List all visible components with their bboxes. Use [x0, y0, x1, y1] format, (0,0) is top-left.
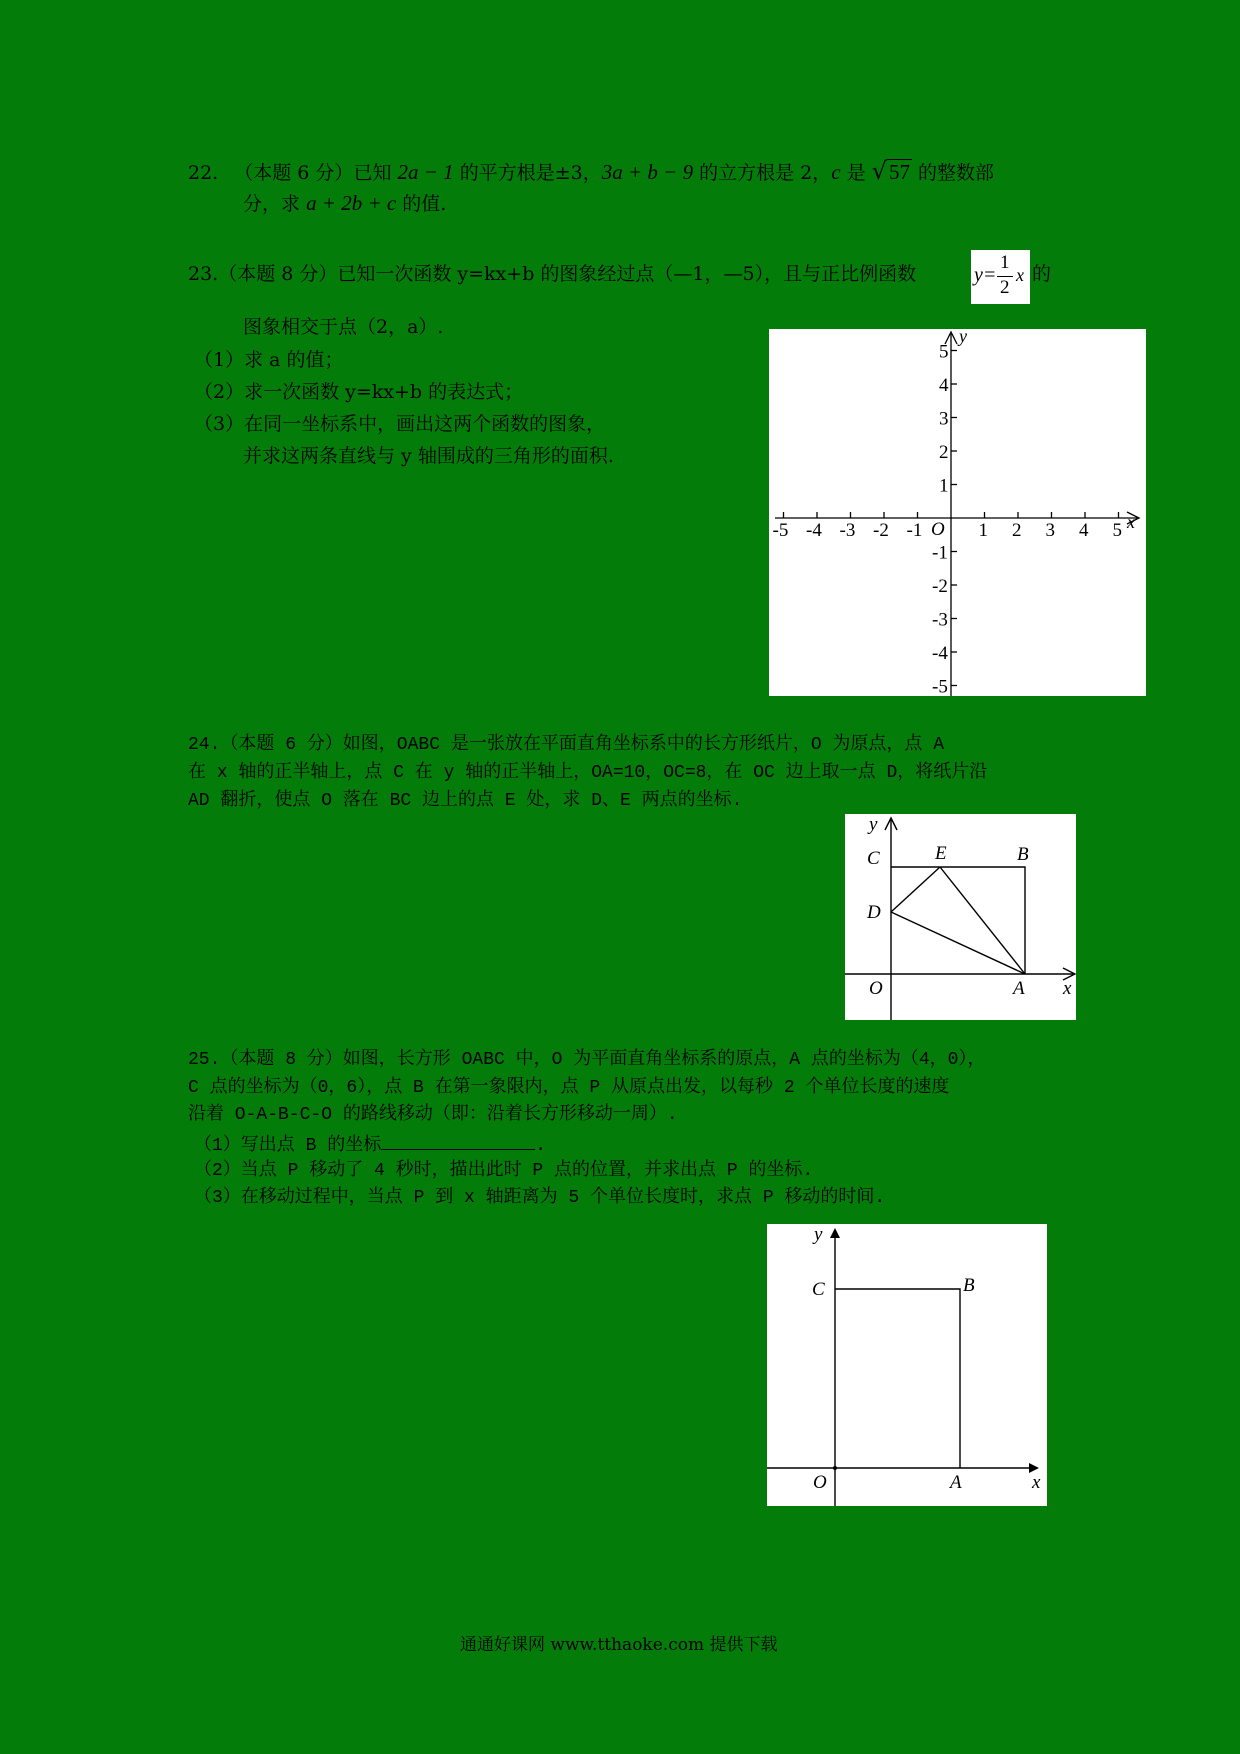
origin-label: O: [931, 519, 945, 540]
q23-stem-line2: 图象相交于点（2，a）.: [243, 316, 444, 338]
fig25-label-O: O: [813, 1472, 827, 1493]
q22-text: 分，求: [243, 193, 301, 215]
q22-expr-3: c: [831, 160, 841, 184]
q25-stem-line1: 25.（本题 8 分）如图，长方形 OABC 中，O 为平面直角坐标系的原点，A 点的坐标为（4，0），: [188, 1050, 986, 1070]
y-tick-label: -5: [932, 676, 948, 696]
q24-stem-line2: 在 x 轴的正半轴上，点 C 在 y 轴的正半轴上，OA=10，OC=8，在 OC 边上取一点 D，将纸片沿: [188, 763, 988, 783]
q22-text: 的平方根是±3，: [459, 162, 602, 184]
y-tick-label: -3: [932, 609, 948, 631]
frac-denominator: 2: [1000, 277, 1010, 298]
fig24-segment-DE: [891, 867, 940, 912]
q22-text: 的整数部: [918, 162, 995, 184]
q25-figure-panel: [767, 1224, 1047, 1506]
q25-part1-text: （1）写出点 B 的坐标: [194, 1136, 382, 1156]
y-tick-label: -4: [932, 643, 948, 664]
frac-x: x: [1016, 265, 1024, 285]
q22-line1: [188, 157, 994, 187]
q23-line1: [188, 260, 968, 288]
fig24-label-A: A: [1013, 978, 1025, 999]
answer-blank: [381, 1129, 535, 1150]
fig24-label-B: B: [1017, 844, 1029, 865]
q22-score: （本题 6 分）: [234, 162, 354, 184]
sqrt-symbol: √: [871, 157, 887, 185]
fig24-label-D: D: [867, 902, 881, 923]
q22-sqrt-radicand: 57: [889, 160, 910, 184]
x-tick-label: -4: [806, 520, 822, 541]
x-tick-label: 4: [1079, 520, 1089, 541]
q23-fraction-box: [971, 250, 1030, 304]
fig24-segment-DA: [891, 912, 1025, 974]
x-tick-label: -2: [873, 520, 889, 541]
q23-part1: （1）求 a 的值；: [194, 349, 344, 371]
fig24-rectangle: [891, 867, 1025, 974]
q23-part3-cont: 并求这两条直线与 y 轴围成的三角形的面积.: [243, 445, 614, 467]
coordinate-grid: [769, 329, 1146, 696]
frac-y: y=: [974, 264, 997, 286]
q22-text: 的值.: [402, 193, 447, 215]
q24-figure: [845, 814, 1076, 1020]
q23-part2: （2）求一次函数 y=kx+b 的表达式；: [194, 381, 524, 403]
x-tick-label: 3: [1045, 520, 1055, 541]
q25-part1: [194, 1129, 546, 1160]
footer-credit: 通通好课网 www.tthaoke.com 提供下载: [460, 1635, 778, 1655]
y-tick-label: 2: [939, 442, 949, 463]
y-tick-label: 5: [939, 341, 949, 363]
q25-stem-line3: 沿着 O-A-B-C-O 的路线移动（即：沿着长方形移动一周）.: [188, 1105, 678, 1125]
q24-stem-line3: AD 翻折，使点 O 落在 BC 边上的点 E 处，求 D、E 两点的坐标.: [188, 791, 743, 811]
coordinate-grid-panel: [769, 329, 1146, 696]
x-tick-label: 1: [978, 520, 988, 541]
q22-expr-5: a + 2b + c: [306, 191, 397, 215]
x-axis-label: x: [1127, 512, 1135, 532]
q25-part2: （2）当点 P 移动了 4 秒时，描出此时 P 点的位置，并求出点 P 的坐标.: [194, 1161, 814, 1181]
fig25-label-C: C: [812, 1279, 825, 1300]
q22-text: 已知: [353, 162, 392, 184]
q22-text: 的立方根是 2，: [699, 162, 832, 184]
y-tick-label: 3: [939, 408, 949, 430]
y-tick-label: 4: [939, 375, 949, 396]
x-tick-label: -3: [839, 520, 856, 541]
y-tick-label: -1: [932, 542, 948, 564]
q23-part3: （3）在同一坐标系中，画出这两个函数的图象，: [194, 413, 606, 435]
q22-number: 22.: [188, 162, 219, 184]
q25-figure: [767, 1224, 1047, 1506]
y-axis-label: y: [959, 329, 967, 346]
fig24-label-E: E: [935, 843, 947, 864]
q22-line2: [243, 189, 446, 218]
q22-expr-2: 3a + b − 9: [601, 160, 694, 184]
q24-figure-panel: [845, 814, 1076, 1020]
fig25-label-x: x: [1032, 1472, 1041, 1493]
fig25-origin-dot: [833, 1466, 837, 1470]
y-tick-label: 1: [939, 475, 949, 497]
fig24-label-y: y: [869, 814, 878, 835]
fig24-label-C: C: [867, 848, 880, 869]
x-tick-label: 2: [1012, 520, 1022, 541]
fig24-segment-EA: [940, 867, 1025, 974]
q23-stem-end: 的: [1032, 263, 1052, 285]
q24-stem-line1: 24.（本题 6 分）如图，OABC 是一张放在平面直角坐标系中的长方形纸片，O 为原点，点 A: [188, 735, 945, 755]
fig25-label-A: A: [950, 1472, 962, 1493]
q25-part3: （3）在移动过程中，当点 P 到 x 轴距离为 5 个单位长度时，求点 P 移动的时间.: [194, 1188, 886, 1208]
fig25-y-arrow-icon: [830, 1228, 840, 1238]
q25-stem-line2: C 点的坐标为（0，6），点 B 在第一象限内，点 P 从原点出发，以每秒 2 个单位长度的速度: [188, 1078, 950, 1098]
fig25-label-y: y: [814, 1224, 823, 1245]
x-tick-label: -1: [906, 520, 923, 541]
q23-stem: 23.（本题 8 分）已知一次函数 y=kx+b 的图象经过点（—1，—5），且与正比例函数: [188, 263, 917, 285]
frac-numerator: 1: [1000, 252, 1010, 273]
fig24-label-O: O: [869, 978, 883, 999]
fig24-label-x: x: [1063, 978, 1072, 999]
q22-text: 是: [846, 162, 866, 184]
y-tick-label: -2: [932, 576, 948, 597]
x-tick-label: -5: [772, 520, 789, 541]
q25-part1-end: .: [535, 1136, 547, 1156]
fig25-rectangle: [835, 1289, 960, 1468]
x-tick-label: 5: [1112, 520, 1122, 541]
q22-expr-1: 2a − 1: [397, 160, 454, 184]
fig25-label-B: B: [963, 1275, 975, 1296]
